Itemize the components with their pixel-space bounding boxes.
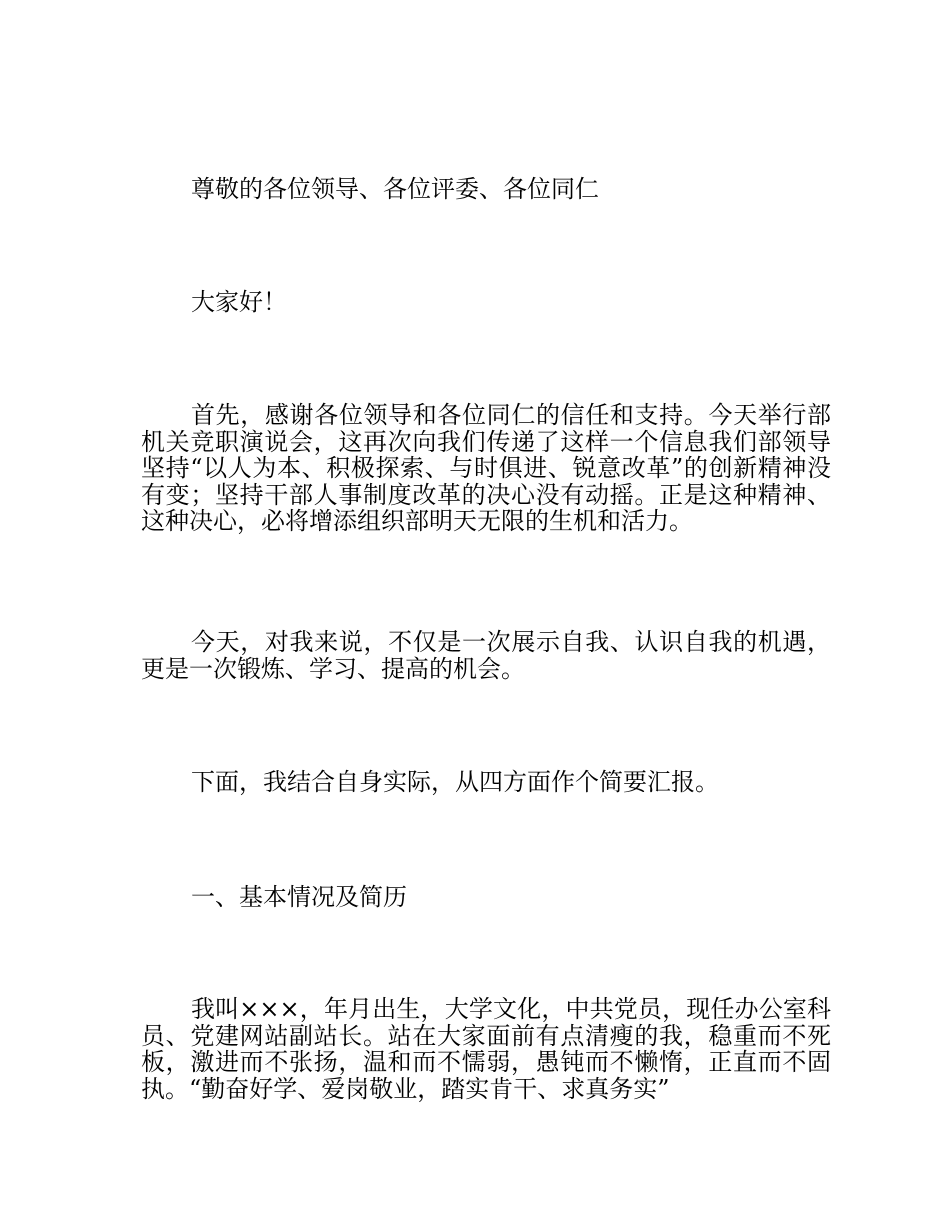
self-introduction-paragraph: 我叫×××，年月出生，大学文化，中共党员，现任办公室科员、党建网站副站长。站在大家面前有点清瘦的我，稳重而不死板，激进而不张扬，温和而不懦弱，愚钝而不懒惰，正直而不固执。“勤奋好学、爱岗敬业，踏实肯干、求真务实” — [141, 995, 831, 1103]
opportunity-paragraph: 今天，对我来说，不仅是一次展示自我、认识自我的机遇，更是一次锻炼、学习、提高的机会。 — [141, 628, 831, 683]
greeting-paragraph: 尊敬的各位领导、各位评委、各位同仁 — [191, 175, 599, 203]
hello-paragraph: 大家好！ — [191, 288, 287, 316]
section-heading: 一、基本情况及简历 — [191, 883, 407, 911]
thanks-paragraph: 首先，感谢各位领导和各位同仁的信任和支持。今天举行部机关竞职演说会，这再次向我们传递了这样一个信息我们部领导坚持“以人为本、积极探索、与时俱进、锐意改革”的创新精神没有变；坚持干部人事制度改革的决心没有动摇。正是这种精神、这种决心，必将增添组织部明天无限的生机和活力。 — [141, 401, 831, 535]
outline-paragraph: 下面，我结合自身实际，从四方面作个简要汇报。 — [191, 768, 719, 796]
